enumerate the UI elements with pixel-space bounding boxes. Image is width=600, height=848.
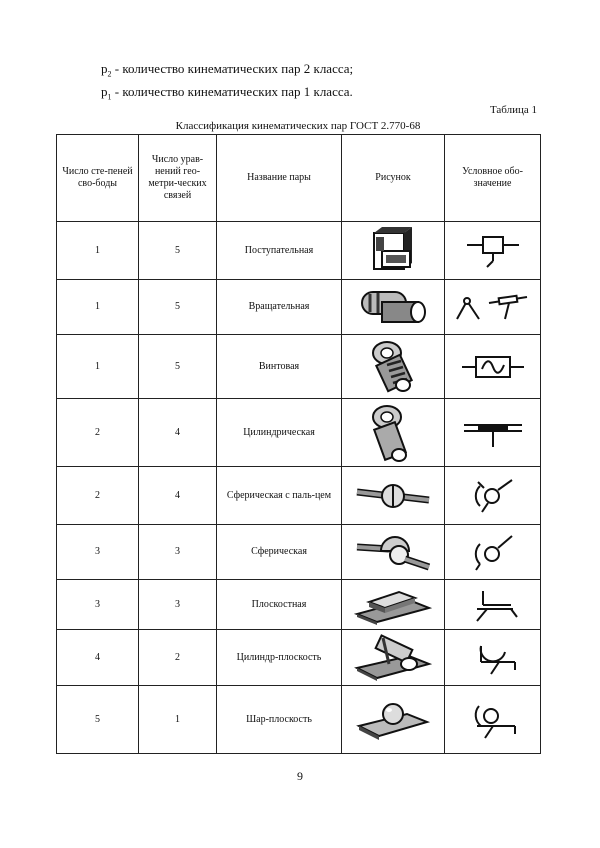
symbol-p: p bbox=[101, 61, 108, 76]
table-row bbox=[57, 335, 541, 399]
cell-name: Плоскостная bbox=[217, 580, 342, 630]
cell-constraints: 1 bbox=[139, 686, 217, 754]
intro-line-p2 bbox=[101, 60, 353, 83]
cell-name: Сферическая bbox=[217, 525, 342, 580]
cell-name: Поступательная bbox=[217, 222, 342, 280]
cell-name: Цилиндр-плоскость bbox=[217, 630, 342, 686]
revolute-symbol-icon bbox=[453, 287, 533, 327]
kinematic-pairs-table bbox=[56, 134, 541, 754]
symbol-p: p bbox=[101, 83, 108, 99]
header-constraints: Число урав-нений гео-метри-ческих связей bbox=[139, 135, 217, 222]
header-dof: Число сте-пеней сво-боды bbox=[57, 135, 139, 222]
cell-constraints: 3 bbox=[139, 580, 217, 630]
cell-name: Цилиндрическая bbox=[217, 399, 342, 467]
screw-symbol-icon bbox=[458, 349, 528, 385]
intro-line-text: - количество кинематических пар 2 класса; bbox=[111, 61, 354, 76]
cell-constraints: 4 bbox=[139, 467, 217, 525]
cell-constraints: 5 bbox=[139, 222, 217, 280]
spherical-pin-symbol-icon bbox=[468, 476, 518, 516]
spherical-pin-drawing-icon bbox=[353, 472, 433, 520]
table-header-row bbox=[57, 135, 541, 222]
table-row bbox=[57, 280, 541, 335]
table-row bbox=[57, 580, 541, 630]
cylindrical-symbol-icon bbox=[458, 415, 528, 451]
cell-dof: 4 bbox=[57, 630, 139, 686]
cell-name: Винтовая bbox=[217, 335, 342, 399]
cylinder-plane-drawing-icon bbox=[353, 634, 433, 682]
cell-constraints: 5 bbox=[139, 335, 217, 399]
table-row bbox=[57, 467, 541, 525]
table-row bbox=[57, 399, 541, 467]
table-row bbox=[57, 630, 541, 686]
intro-line-text: - количество кинематических пар 1 класса. bbox=[111, 83, 353, 99]
intro-text bbox=[101, 60, 353, 105]
cell-dof: 2 bbox=[57, 467, 139, 525]
cell-constraints: 4 bbox=[139, 399, 217, 467]
cell-dof: 1 bbox=[57, 280, 139, 335]
table-caption: Классификация кинематических пар ГОСТ 2.770-68 bbox=[175, 120, 421, 132]
table-row bbox=[57, 525, 541, 580]
cell-dof: 2 bbox=[57, 399, 139, 467]
header-picture: Рисунок bbox=[342, 135, 445, 222]
subscript: 2 bbox=[107, 69, 112, 79]
ball-plane-drawing-icon bbox=[355, 696, 431, 744]
cell-constraints: 2 bbox=[139, 630, 217, 686]
cell-dof: 5 bbox=[57, 686, 139, 754]
prismatic-pair-drawing-icon bbox=[362, 225, 424, 277]
cell-name: Шар-плоскость bbox=[217, 686, 342, 754]
cylindrical-pair-drawing-icon bbox=[365, 403, 421, 463]
intro-line-p1 bbox=[101, 83, 353, 106]
cell-constraints: 3 bbox=[139, 525, 217, 580]
table-label: Таблица 1 bbox=[489, 104, 537, 116]
table-row bbox=[57, 222, 541, 280]
cell-dof: 3 bbox=[57, 580, 139, 630]
header-symbol: Условное обо-значение bbox=[445, 135, 541, 222]
table-row bbox=[57, 686, 541, 754]
spherical-pair-drawing-icon bbox=[353, 529, 433, 575]
cell-dof: 1 bbox=[57, 335, 139, 399]
cylinder-plane-symbol-icon bbox=[465, 638, 521, 678]
cell-name: Вращательная bbox=[217, 280, 342, 335]
screw-pair-drawing-icon bbox=[365, 339, 421, 395]
planar-pair-drawing-icon bbox=[353, 584, 433, 626]
cell-name: Сферическая с паль-цем bbox=[217, 467, 342, 525]
ball-plane-symbol-icon bbox=[465, 700, 521, 740]
cell-dof: 3 bbox=[57, 525, 139, 580]
prismatic-symbol-icon bbox=[463, 231, 523, 271]
page-number: 9 bbox=[297, 769, 303, 783]
spherical-symbol-icon bbox=[468, 532, 518, 572]
header-name: Название пары bbox=[217, 135, 342, 222]
revolute-pair-drawing-icon bbox=[356, 284, 430, 330]
cell-constraints: 5 bbox=[139, 280, 217, 335]
cell-dof: 1 bbox=[57, 222, 139, 280]
subscript: 1 bbox=[107, 92, 112, 102]
planar-symbol-icon bbox=[465, 587, 521, 623]
